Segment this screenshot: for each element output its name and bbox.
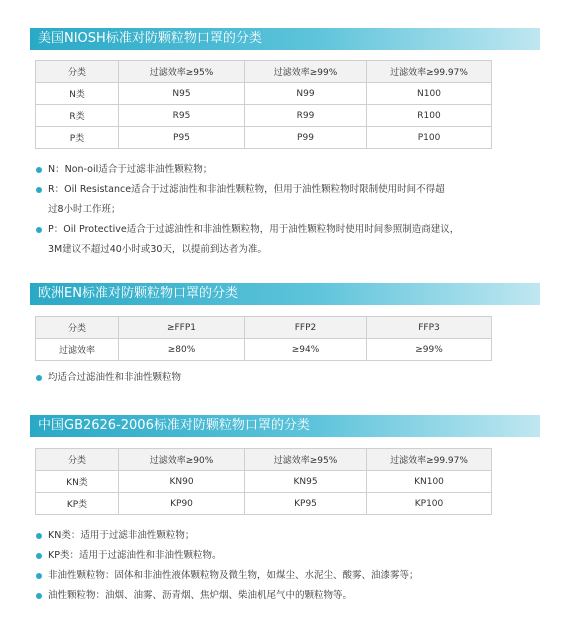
list-item — [36, 160, 546, 180]
note-text: 油性颗粒物：油烟、油雾、沥青烟、焦炉烟、柴油机尾气中的颗粒物等。 — [48, 590, 353, 601]
table-row — [36, 83, 492, 105]
note-text: 非油性颗粒物：固体和非油性液体颗粒物及微生物，如煤尘、水泥尘、酸雾、油漆雾等； — [48, 570, 419, 581]
table-header-cell: 过滤效率≥95% — [119, 61, 245, 83]
table-row — [36, 339, 492, 361]
table-cell: KP100 — [367, 493, 492, 515]
bullet-dot-icon — [36, 593, 42, 599]
table-cell: KN95 — [245, 471, 367, 493]
table-header-cell: 分类 — [36, 317, 119, 339]
niosh-table — [35, 60, 492, 149]
table-row — [36, 493, 492, 515]
list-item — [36, 526, 546, 546]
bullet-dot-icon — [36, 375, 42, 381]
table-cell: N99 — [245, 83, 367, 105]
table-cell: KN100 — [367, 471, 492, 493]
table-cell: R100 — [367, 105, 492, 127]
list-item — [36, 566, 546, 586]
table-header-row — [36, 317, 492, 339]
note-text: KN类：适用于过滤非油性颗粒物； — [48, 530, 195, 541]
bullet-dot-icon — [36, 167, 42, 173]
table-cell: ≥99% — [367, 339, 492, 361]
table-header-cell: ≥FFP1 — [119, 317, 245, 339]
section-title-gb: 中国GB2626-2006标准对防颗粒物口罩的分类 — [30, 415, 540, 437]
bullet-dot-icon — [36, 573, 42, 579]
table-header-cell: FFP2 — [245, 317, 367, 339]
note-text: N：Non-oil适合于过滤非油性颗粒物； — [48, 164, 213, 175]
note-text: 均适合过滤油性和非油性颗粒物 — [48, 372, 182, 383]
list-item — [36, 220, 546, 260]
table-cell: N95 — [119, 83, 245, 105]
niosh-notes — [36, 160, 546, 260]
bullet-dot-icon — [36, 187, 42, 193]
note-text-continued: 3M建议不超过40小时或30天，以提前到达者为准。 — [48, 244, 267, 255]
table-cell: ≥80% — [119, 339, 245, 361]
table-cell: KP95 — [245, 493, 367, 515]
table-header-cell: 过滤效率≥99% — [245, 61, 367, 83]
table-header-cell: 过滤效率≥90% — [119, 449, 245, 471]
en-table — [35, 316, 492, 361]
table-header-cell: 过滤效率≥99.97% — [367, 449, 492, 471]
table-header-row — [36, 61, 492, 83]
table-cell: N类 — [36, 83, 119, 105]
section-title-en: 欧洲EN标准对防颗粒物口罩的分类 — [30, 283, 540, 305]
bullet-dot-icon — [36, 227, 42, 233]
section-title-niosh: 美国NIOSH标准对防颗粒物口罩的分类 — [30, 28, 540, 50]
gb-notes — [36, 526, 546, 606]
bullet-dot-icon — [36, 533, 42, 539]
table-cell: KN类 — [36, 471, 119, 493]
table-cell: 过滤效率 — [36, 339, 119, 361]
note-text: KP类：适用于过滤油性和非油性颗粒物。 — [48, 550, 222, 561]
table-cell: P99 — [245, 127, 367, 149]
en-notes — [36, 368, 546, 388]
table-cell: P类 — [36, 127, 119, 149]
note-text: R：Oil Resistance适合于过滤油性和非油性颗粒物，但用于油性颗粒物时限制使用时间不得超 — [48, 184, 445, 195]
table-header-cell: FFP3 — [367, 317, 492, 339]
table-cell: R99 — [245, 105, 367, 127]
table-header-cell: 过滤效率≥95% — [245, 449, 367, 471]
list-item — [36, 180, 546, 220]
note-text-continued: 过8小时工作班； — [48, 204, 121, 215]
table-cell: R类 — [36, 105, 119, 127]
table-cell: KP90 — [119, 493, 245, 515]
table-header-cell: 过滤效率≥99.97% — [367, 61, 492, 83]
table-header-cell: 分类 — [36, 449, 119, 471]
table-cell: P95 — [119, 127, 245, 149]
table-row — [36, 105, 492, 127]
note-text: P：Oil Protective适合于过滤油性和非油性颗粒物，用于油性颗粒物时使用时间参照制造商建议， — [48, 224, 460, 235]
table-cell: N100 — [367, 83, 492, 105]
table-cell: KP类 — [36, 493, 119, 515]
table-header-row — [36, 449, 492, 471]
table-header-cell: 分类 — [36, 61, 119, 83]
table-cell: R95 — [119, 105, 245, 127]
table-cell: P100 — [367, 127, 492, 149]
table-cell: ≥94% — [245, 339, 367, 361]
list-item — [36, 586, 546, 606]
bullet-dot-icon — [36, 553, 42, 559]
list-item — [36, 546, 546, 566]
gb-table — [35, 448, 492, 515]
table-row — [36, 471, 492, 493]
table-row — [36, 127, 492, 149]
table-cell: KN90 — [119, 471, 245, 493]
list-item — [36, 368, 546, 388]
